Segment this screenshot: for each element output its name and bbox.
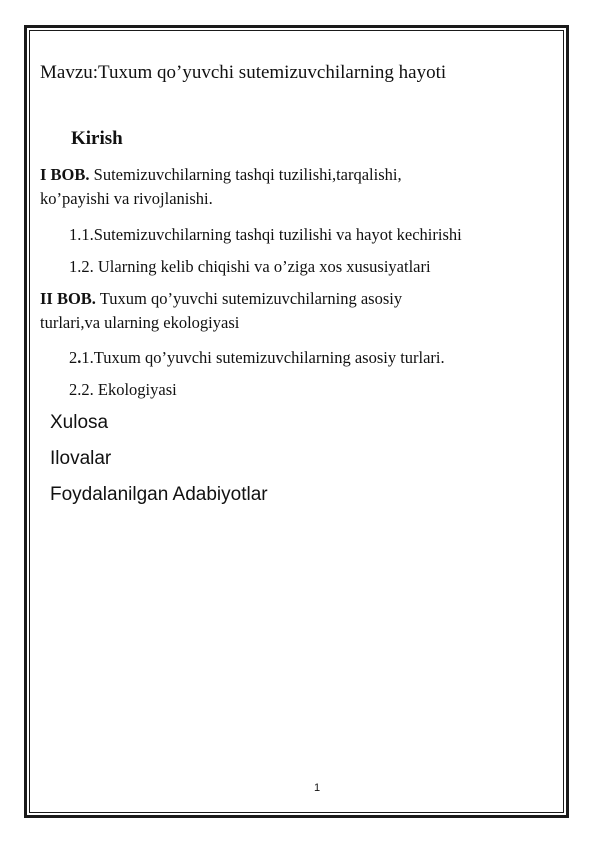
- toc-section-2-2: 2.2. Ekologiyasi: [69, 380, 177, 399]
- toc-section-1-1: 1.1.Sutemizuvchilarning tashqi tuzilishi va hayot kechirishi: [69, 225, 462, 244]
- section-2-1-prefix: 2: [69, 348, 78, 367]
- toc-conclusion: Xulosa: [50, 412, 109, 433]
- document-title: Mavzu:Tuxum qo’yuvchi sutemizuvchilarning hayoti: [40, 62, 447, 83]
- toc-chapter-2: [40, 290, 402, 309]
- toc-appendices: Ilovalar: [50, 448, 112, 469]
- toc-section-2-1: [69, 349, 445, 368]
- chapter-2-label: II BOB.: [40, 289, 96, 308]
- toc-section-1-2: 1.2. Ularning kelib chiqishi va o’ziga xos xususiyatlari: [69, 257, 431, 276]
- section-2-1-dot: .: [77, 348, 82, 367]
- chapter-1-title-line1: Sutemizuvchilarning tashqi tuzilishi,tarqalishi,: [89, 165, 402, 184]
- toc-intro: Kirish: [71, 128, 123, 149]
- page-number: 1: [314, 782, 321, 794]
- toc-references: Foydalanilgan Adabiyotlar: [50, 484, 268, 505]
- toc-chapter-2-line2: turlari,va ularning ekologiyasi: [40, 313, 240, 332]
- chapter-1-label: I BOB.: [40, 165, 90, 184]
- chapter-2-title-line1: Tuxum qo’yuvchi sutemizuvchilarning asosiy: [95, 289, 403, 308]
- toc-chapter-1: [40, 166, 402, 185]
- toc-chapter-1-line2: ko’payishi va rivojlanishi.: [40, 189, 213, 208]
- section-2-1-rest: 1.Tuxum qo’yuvchi sutemizuvchilarning asosiy turlari.: [81, 348, 445, 367]
